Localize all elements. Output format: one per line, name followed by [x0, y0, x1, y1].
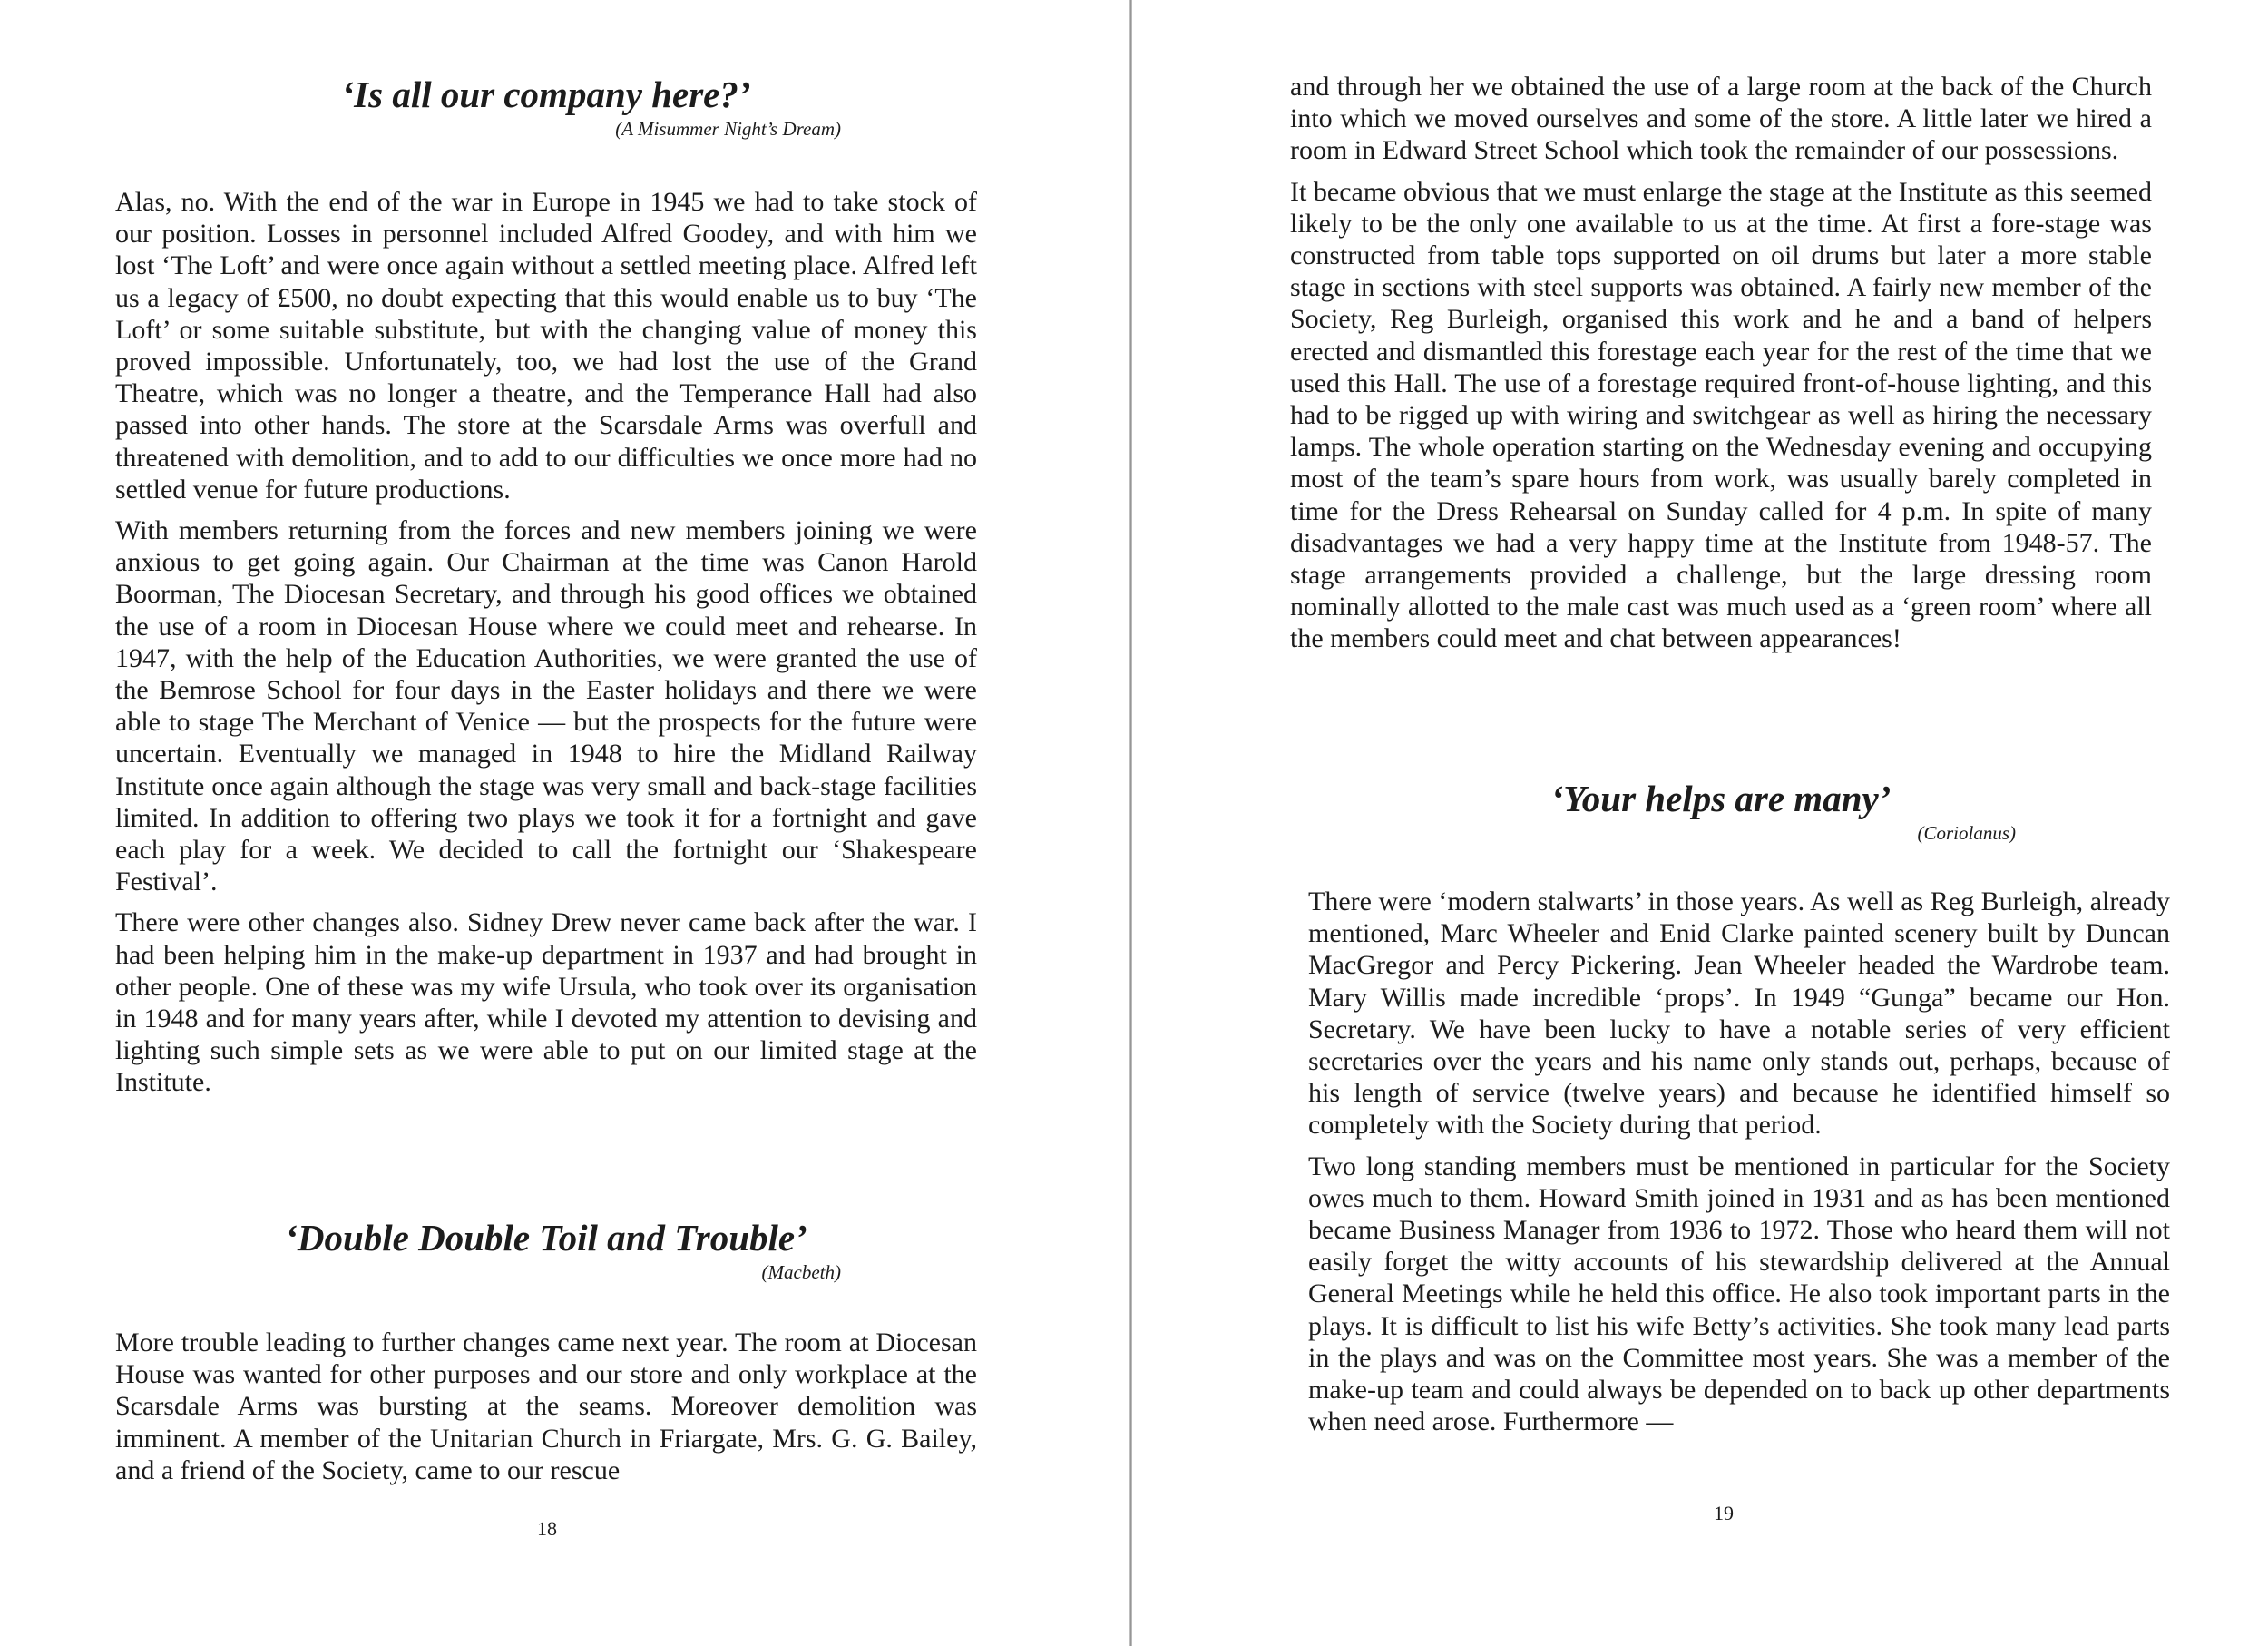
- left-body-text-1: [115, 186, 977, 1108]
- section-company-here: [115, 73, 977, 142]
- paragraph: More trouble leading to further changes came next year. The room at Diocesan House was wanted for other purposes and our store and only workplace at the Scarsdale Arms was bursting at the seams. Moreover demolition was imminent. A member of the Unitarian Church in Friargate, Mrs. G. G. Bailey, and a friend of the Society, came to our rescue: [115, 1328, 977, 1485]
- paragraph: There were ‘modern stalwarts’ in those years. As well as Reg Burleigh, already mentioned, Marc Wheeler and Enid Clarke painted scenery built by Duncan MacGregor and Percy Pickering. Jean Wheeler headed the Wardrobe team. Mary Willis made incredible ‘props’. In 1949 “Gunga” became our Hon. Secretary. We have been lucky to have a notable series of very efficient secretaries over the years and his name only stands out, perhaps, because of his length of service (twelve years) and because he identified himself so completely with the Society during that period.: [1308, 887, 2170, 1141]
- book-spine-divider: [1129, 0, 1132, 1646]
- right-body-text-2: [1308, 886, 2170, 1446]
- right-page: [1136, 0, 2268, 1646]
- paragraph: There were other changes also. Sidney Drew never came back after the war. I had been helping him in the make-up department in 1937 and had brought in other people. One of these was my wife Ursula, who took over its organisation in 1948 and for many years after, while I devoted my attention to devising and lighting such simple sets as we were able to put on our limited stage at the Institute.: [115, 907, 977, 1098]
- section-heading: ‘Double Double Toil and Trouble’: [285, 1217, 807, 1259]
- section-heading: ‘Is all our company here?’: [341, 73, 751, 115]
- paragraph: Two long standing members must be mentioned in particular for the Society owes much to them. Howard Smith joined in 1931 and as has been mentioned became Business Manager from 1936 to 1972. Those who heard them will not easily forget the witty accounts of his stewardship delivered at the Annual General Meetings while he held this office. He also took important parts in the plays. It is difficult to list his wife Betty’s activities. She took many lead parts in the plays and was on the Committee most years. She was a member of the make-up team and could always be depended on to back up other departments when need arose. Furthermore —: [1308, 1151, 2170, 1437]
- section-double-toil: [115, 1216, 977, 1285]
- paragraph: Alas, no. With the end of the war in Europe in 1945 we had to take stock of our position. Losses in personnel included Alfred Goodey, and with him we lost ‘The Loft’ and were once again without a settled meeting place. Alfred left us a legacy of £500, no doubt expecting that this would enable us to buy ‘The Loft’ or some suitable substitute, but with the changing value of money this proved impossible. Unfortunately, too, we had lost the use of the Grand Theatre, which was no longer a theatre, and the Temperance Hall had also passed into other hands. The store at the Scarsdale Arms was overfull and threatened with demolition, and to add to our difficulties we once more had no settled venue for future productions.: [115, 187, 977, 505]
- section-helps-many: [1290, 777, 2152, 846]
- paragraph: With members returning from the forces and new members joining we were anxious to get going again. Our Chairman at the time was Canon Harold Boorman, The Diocesan Secretary, and through his good offices we obtained the use of a room in Diocesan House where we could meet and rehearse. In 1947, with the help of the Education Authorities, we were granted the use of the Bemrose School for four days in the Easter holidays and there we were able to stage The Merchant of Venice — but the prospects for the future were uncertain. Eventually we managed in 1948 to hire the Midland Railway Institute once again although the stage was very small and back-stage facilities limited. In addition to offering two plays we took it for a fortnight and gave each play for a week. We decided to call the fortnight our ‘Shakespeare Festival’.: [115, 515, 977, 897]
- paragraph: and through her we obtained the use of a large room at the back of the Church into which we moved ourselves and some of the store. A little later we hired a room in Edward Street School which took the remainder of our possessions.: [1290, 72, 2152, 166]
- right-body-text-1: [1290, 71, 2152, 664]
- section-source: (Macbeth): [761, 1261, 841, 1283]
- page-number: 18: [537, 1517, 557, 1540]
- left-body-text-2: [115, 1327, 977, 1495]
- section-source: (Coriolanus): [1917, 822, 2016, 844]
- section-source: (A Misummer Night’s Dream): [615, 118, 841, 140]
- paragraph: It became obvious that we must enlarge the stage at the Institute as this seemed likely to be the only one available to us at the time. At first a fore-stage was constructed from table tops supported on oil drums but later a more stable stage in sections with steel supports was obtained. A fairly new member of the Society, Reg Burleigh, organised this work and he and a band of helpers erected and dismantled this forestage each year for the rest of the time that we used this Hall. The use of a forestage required front-of-house lighting, and this had to be rigged up with wiring and switchgear as well as hiring the necessary lamps. The whole operation starting on the Wednesday evening and occupying most of the team’s spare hours from work, was usually barely completed in time for the Dress Rehearsal on Sunday called for 4 p.m. In spite of many disadvantages we had a very happy time at the Institute from 1948-57. The stage arrangements provided a challenge, but the large dressing room nominally allotted to the male cast was much used as a ‘green room’ where all the members could meet and chat between appearances!: [1290, 176, 2152, 654]
- section-heading: ‘Your helps are many’: [1550, 778, 1892, 819]
- left-page: [0, 0, 1132, 1646]
- page-number: 19: [1714, 1502, 1734, 1524]
